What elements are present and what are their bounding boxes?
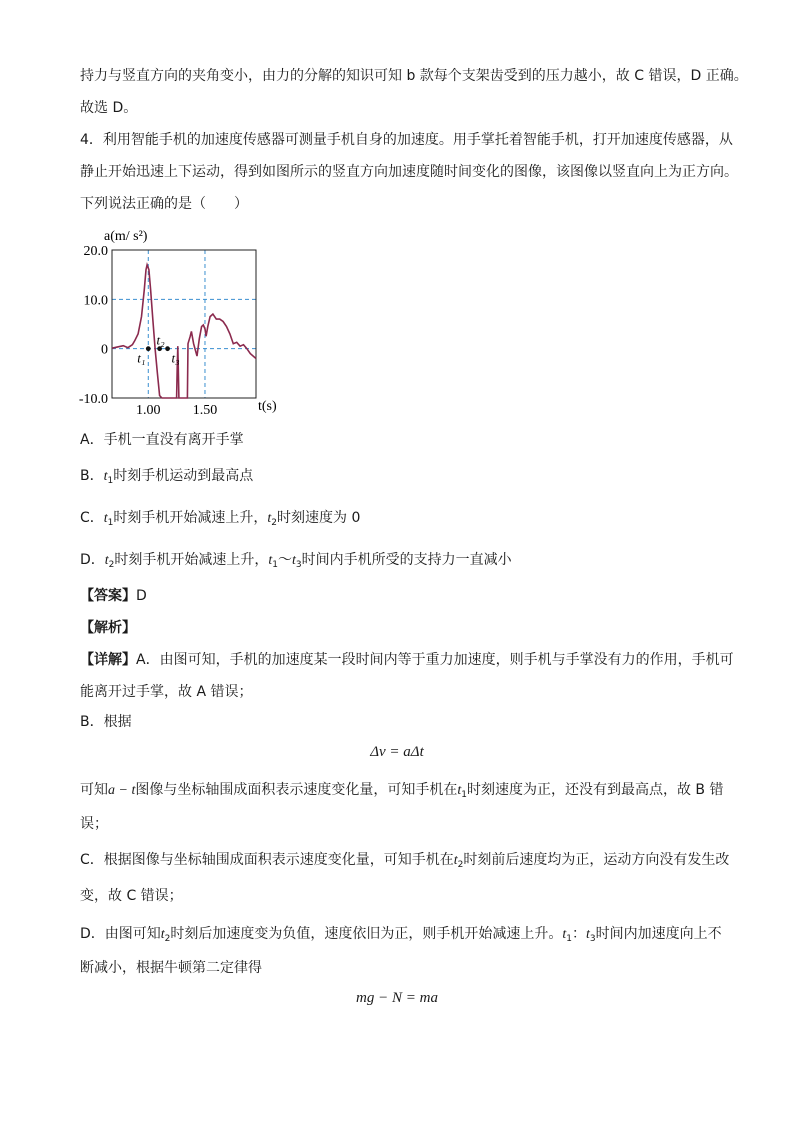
x-tick-label: 1.00 <box>136 403 161 418</box>
option-c-prefix: C． <box>80 510 104 526</box>
question-line-1: 4．利用智能手机的加速度传感器可测量手机自身的加速度。用手掌托着智能手机，打开加速度传感器，从 <box>80 132 733 148</box>
symbol-t: t <box>586 927 590 942</box>
subscript: 2 <box>108 560 115 570</box>
option-d <box>80 550 512 571</box>
analysis-label: 【解析】 <box>80 620 136 636</box>
analysis-c-line-2: 变，故 C 错误； <box>80 888 183 904</box>
analysis-b-line-3: 误； <box>80 816 108 832</box>
subscript: 1 <box>461 790 467 800</box>
symbol-t: t <box>562 927 567 942</box>
x-axis-label: t(s) <box>258 399 277 414</box>
option-b-prefix: B． <box>80 468 104 484</box>
detail-label: 【详解】 <box>80 652 136 668</box>
subscript: 1 <box>272 560 279 570</box>
time-marker-dot <box>146 346 151 351</box>
option-a: A．手机一直没有离开手掌 <box>80 432 244 448</box>
prev-line-2: 故选 D。 <box>80 100 138 116</box>
formula-delta-v: Δv = aΔt <box>370 744 424 760</box>
subscript: 2 <box>164 934 171 944</box>
symbol-t: t <box>103 469 108 484</box>
y-tick-label: 0 <box>101 342 108 358</box>
analysis-b-mid: 图像与坐标轴围成面积表示速度变化量，可知手机在 <box>135 782 458 798</box>
y-tick-label: 10.0 <box>83 293 108 309</box>
analysis-a-text: A．由图可知，手机的加速度某一段时间内等于重力加速度，则手机与手掌没有力的作用，手机可 <box>136 652 734 668</box>
question-line-3: 下列说法正确的是（ ） <box>80 196 248 212</box>
formula-newton: mg − N = ma <box>356 990 438 1006</box>
analysis-c-pre: C．根据图像与坐标轴围成面积表示速度变化量，可知手机在 <box>80 852 454 868</box>
subscript: 1 <box>107 476 114 486</box>
subscript: 2 <box>457 860 464 870</box>
symbol-t: t <box>267 511 272 526</box>
y-tick-label: -10.0 <box>78 392 108 407</box>
analysis-d-line-2: 断减小，根据牛顿第二定律得 <box>80 960 262 976</box>
answer-line <box>80 586 147 606</box>
answer-label: 【答案】 <box>80 588 136 604</box>
y-tick-label: 20.0 <box>83 244 108 259</box>
analysis-a-line-1 <box>80 650 734 670</box>
prev-line-1: 持力与竖直方向的夹角变小，由力的分解的知识可知 b 款每个支架齿受到的压力越小，故 C 错误，D 正确。 <box>80 68 748 84</box>
analysis-c-rest: 时刻前后速度均为正，运动方向没有发生改 <box>463 852 730 868</box>
option-c <box>80 508 360 529</box>
analysis-a-line-2: 能离开过手掌，故 A 错误； <box>80 684 253 700</box>
option-d-prefix: D． <box>80 552 105 568</box>
symbol-t: t <box>103 511 108 526</box>
analysis-b-line-2 <box>80 780 723 801</box>
time-marker-label: t₁ <box>137 350 146 366</box>
tilde: ～ <box>278 552 293 568</box>
option-c-text: 时刻手机开始减速上升， <box>113 510 268 526</box>
option-c-text-end: 时刻速度为 0 <box>277 510 361 526</box>
analysis-d-rest: 时间内加速度向上不 <box>595 926 722 942</box>
analysis-c-line-1 <box>80 850 729 871</box>
time-marker-label: t₂ <box>156 332 165 348</box>
symbol-a-t: a − t <box>108 783 136 798</box>
y-axis-label: a(m/ s²) <box>104 229 148 244</box>
question-line-2: 静止开始迅速上下运动，得到如图所示的竖直方向加速度随时间变化的图像，该图像以竖直向上为正方向。 <box>80 164 738 180</box>
symbol-t: t <box>292 553 296 568</box>
subscript: 1 <box>566 934 573 944</box>
analysis-d-pre: D．由图可知 <box>80 926 161 942</box>
analysis-b-rest: 时刻速度为正，还没有到最高点，故 B 错 <box>466 782 724 798</box>
subscript: 3 <box>589 934 596 944</box>
analysis-d-mid: 时刻后加速度变为负值，速度依旧为正，则手机开始减速上升。 <box>170 926 563 942</box>
analysis-d-line-1 <box>80 924 722 945</box>
answer-value: D <box>136 588 147 604</box>
symbol-t: t <box>453 853 458 868</box>
time-marker-dot <box>165 346 170 351</box>
time-marker-label: t₃ <box>171 350 180 366</box>
symbol-t: t <box>160 927 165 942</box>
option-b <box>80 466 253 487</box>
symbol-t: t <box>104 553 109 568</box>
symbol-t: t <box>457 783 462 798</box>
subscript: 3 <box>295 560 302 570</box>
subscript: 1 <box>107 518 114 528</box>
option-d-text: 时刻手机开始减速上升， <box>114 552 269 568</box>
chart-markers <box>137 333 179 366</box>
symbol-t: t <box>268 553 273 568</box>
option-b-text: 时刻手机运动到最高点 <box>113 468 254 484</box>
acceleration-time-chart <box>72 222 277 422</box>
x-tick-label: 1.50 <box>192 403 218 418</box>
series-line <box>112 265 256 398</box>
subscript: 2 <box>271 518 278 528</box>
colon: ： <box>572 926 587 942</box>
analysis-b-line-1: B．根据 <box>80 714 132 730</box>
analysis-b-pre: 可知 <box>80 782 108 798</box>
option-d-text-end: 时间内手机所受的支持力一直减小 <box>301 552 512 568</box>
chart-grid <box>112 250 256 398</box>
plot-frame <box>112 250 256 398</box>
